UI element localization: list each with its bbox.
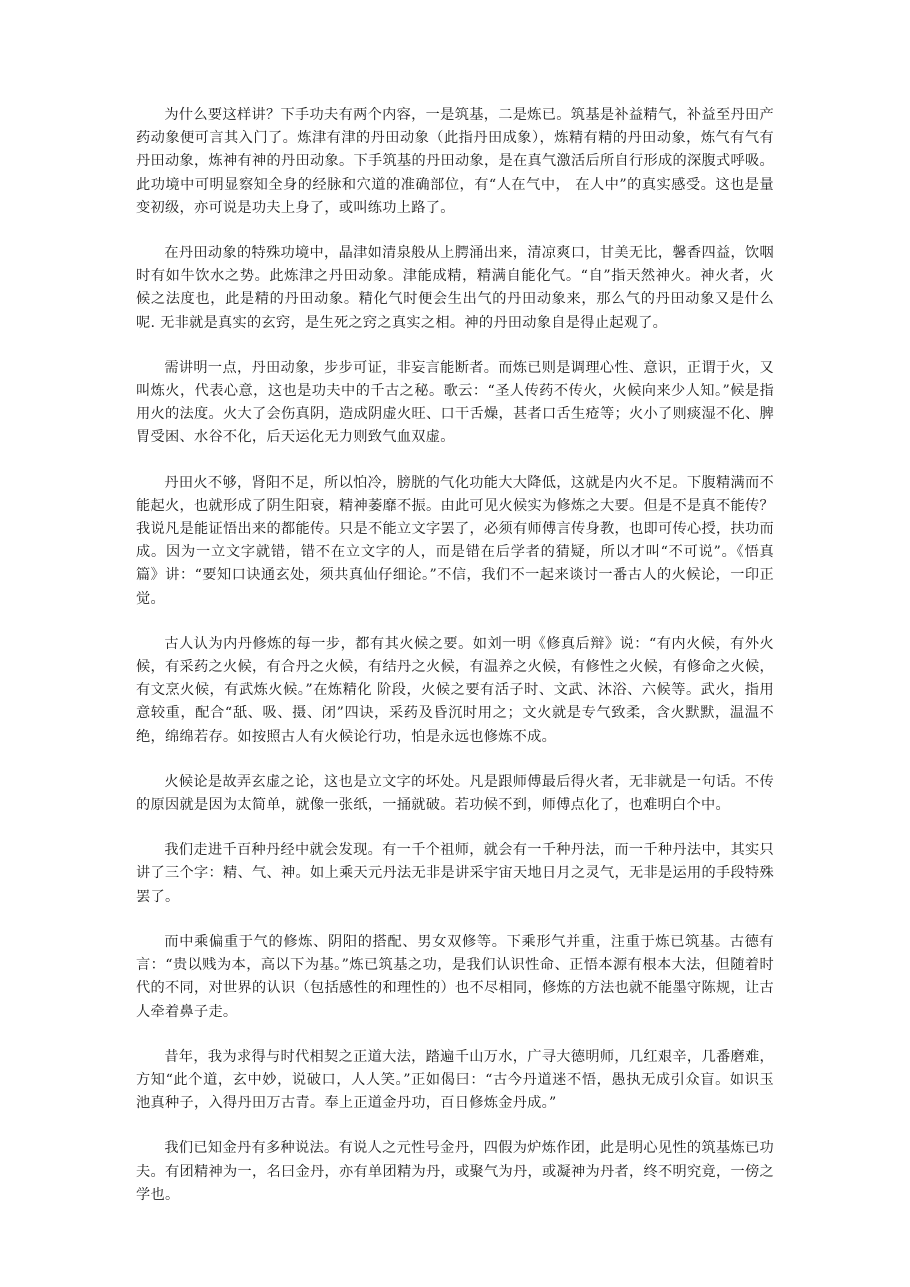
paragraph-1: 为什么要这样讲？下手功夫有两个内容，一是筑基，二是炼已。筑基是补益精气，补益至丹田产药动象便可言其入门了。炼津有津的丹田动象（此指丹田成象），炼精有精的丹田动象，炼气有气有丹田动象，炼神有神的丹田动象。下手筑基的丹田动象，是在真气激活后所自行形成的深腹式呼吸。此功境中可明显察知全身的经脉和穴道的准确部位，有“人在气中， 在人中”的真实感受。这也是量变初级，亦可说是功夫上身了，或叫练功上路了。 — [136, 107, 774, 216]
document-body — [136, 104, 774, 1229]
paragraph-3: 需讲明一点，丹田动象，步步可证，非妄言能断者。而炼已则是调理心性、意识，正谓于火，又叫炼火，代表心意，这也是功夫中的千古之秘。歌云：“圣人传药不传火，火候向来少人知。”候是指用火的法度。火大了会伤真阴，造成阴虚火旺、口干舌燥，甚者口舌生疮等；火小了则痰湿不化、脾胃受困、水谷不化，后天运化无力则致气血双虚。 — [136, 359, 774, 446]
paragraph-6: 火候论是故弄玄虚之论，这也是立文字的坏处。凡是跟师傅最后得火者，无非就是一句话。不传的原因就是因为太简单，就像一张纸，一捅就破。若功候不到，师傅点化了，也难明白个中。 — [136, 773, 774, 814]
paragraph-5: 古人认为内丹修炼的每一步，都有其火候之要。如刘一明《修真后辩》说：“有内火候，有外火候，有采药之火候，有合丹之火候，有结丹之火候，有温养之火候，有修性之火候，有修命之火候，有文烹火候，有武炼火候。”在炼精化 阶段，火候之要有活子时、文武、沐浴、六候等。武火，指用意较重，配合“舐、吸、摄、闭”四诀，采药及昏沉时用之；文火就是专气致柔，含火默默，温温不绝，绵绵若存。如按照古人有火候论行功，怕是永远也修炼不成。 — [136, 635, 774, 745]
paragraph-4: 丹田火不够，肾阳不足，所以怕冷，膀胱的气化功能大大降低，这就是内火不足。下腹精满而不能起火，也就形成了阴生阳衰，精神萎靡不振。由此可见火候实为修炼之大要。但是不是真不能传？我说凡是能证悟出来的都能传。只是不能立文字罢了，必须有师傅言传身教，也即可传心授，扶功而成。因为一立文字就错，错不在立文字的人，而是错在后学者的猜疑，所以才叫“不可说”。《悟真篇》讲：“要知口诀通玄处，须共真仙仔细论。”不信，我们不一起来谈讨一番古人的火候论，一印正觉。 — [136, 474, 774, 607]
paragraph-2: 在丹田动象的特殊功境中，晶津如清泉般从上腭涌出来，清凉爽口，甘美无比，馨香四益，饮咽时有如牛饮水之势。此炼津之丹田动象。津能成精，精满自能化气。“自”指天然神火。神火者，火候之法度也，此是精的丹田动象。精化气时便会生出气的丹田动象来，那么气的丹田动象又是什么呢. 无非就是真实的玄窍，是生死之窍之真实之相。神的丹田动象自是得止起观了。 — [136, 245, 774, 331]
paragraph-9: 昔年，我为求得与时代相契之正道大法，踏遍千山万水，广寻大德明师，几红艰辛，几番磨难，方知“此个道，玄中妙，说破口，人人笑。”正如偈曰：“古今丹道迷不悟，愚执无成引众盲。如识玉池真种子，入得丹田万古青。奉上正道金丹功，百日修炼金丹成。” — [136, 1048, 774, 1112]
paragraph-7: 我们走进千百种丹经中就会发现。有一千个祖师，就会有一千种丹法，而一千种丹法中，其实只讲了三个字：精、气、神。如上乘天元丹法无非是讲采宇宙天地日月之灵气，无非是运用的手段特殊罢了。 — [136, 842, 774, 905]
paragraph-10: 我们已知金丹有多种说法。有说人之元性号金丹，四假为炉炼作团，此是明心见性的筑基炼已功夫。有团精神为一，名曰金丹，亦有单团精为丹，或聚气为丹，或凝神为丹者，终不明究竟，一傍之学也。 — [136, 1140, 774, 1203]
paragraph-8: 而中乘偏重于气的修炼、阴阳的搭配、男女双修等。下乘形气并重，注重于炼已筑基。古德有言：“贵以贱为本，高以下为基。”炼已筑基之功，是我们认识性命、正悟本源有根本大法，但随着时代的不同，对世界的认识（包括感性的和理性的）也不尽相同，修炼的方法也就不能墨守陈规，让古人牵着鼻子走。 — [136, 933, 774, 1020]
